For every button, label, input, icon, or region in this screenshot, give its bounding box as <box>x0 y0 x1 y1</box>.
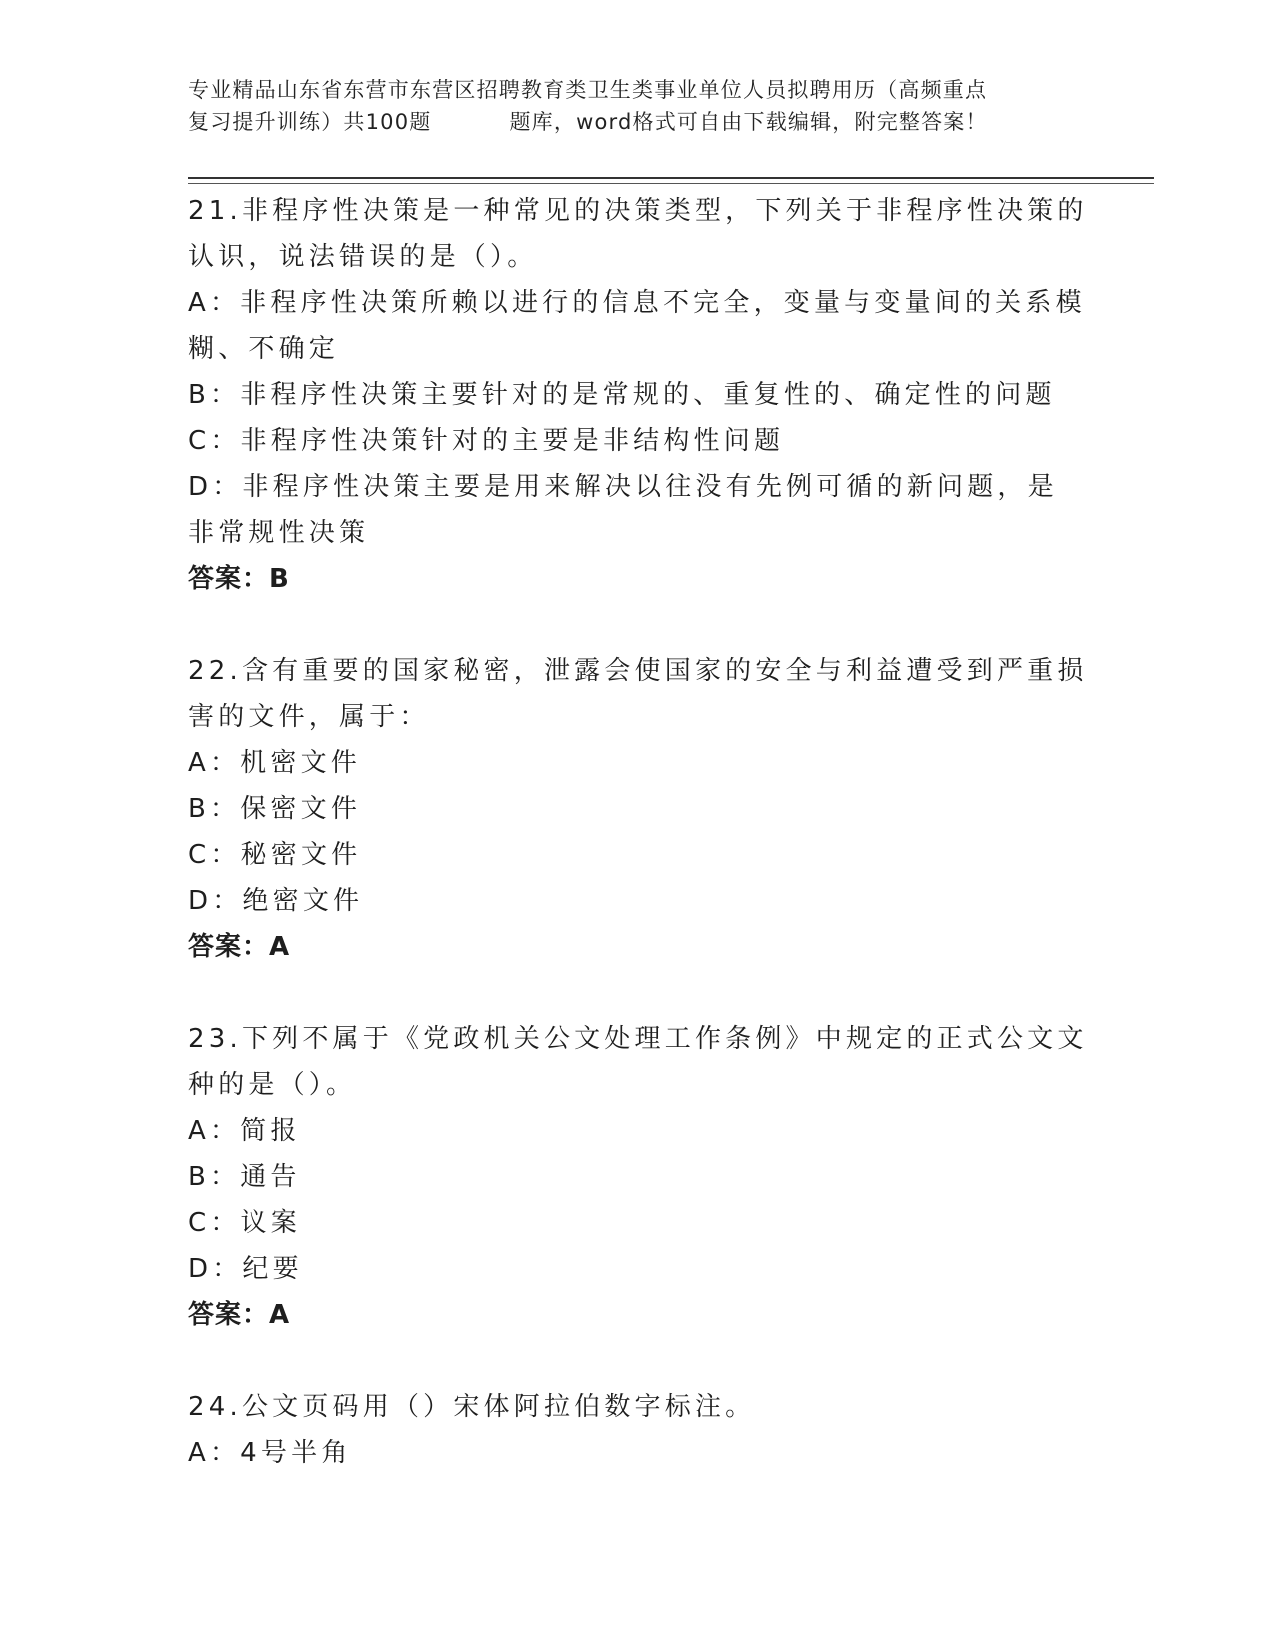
option-c: C：非程序性决策针对的主要是非结构性问题 <box>188 426 785 456</box>
answer-label: 答案：A <box>188 932 291 962</box>
answer-label: 答案：B <box>188 564 290 594</box>
question-21 <box>188 188 1088 602</box>
header-divider-thick <box>188 177 1154 179</box>
option-d: D：纪要 <box>188 1254 303 1284</box>
option-c: C：议案 <box>188 1208 301 1238</box>
option-a: A：机密文件 <box>188 748 361 778</box>
option-c: C：秘密文件 <box>188 840 362 870</box>
header-title-line-2 <box>188 106 1088 138</box>
question-text: 23.下列不属于《党政机关公文处理工作条例》中规定的正式公文文种的是（）。 <box>188 1024 1088 1100</box>
header-divider-thin <box>188 183 1154 184</box>
answer-label: 答案：A <box>188 1300 291 1330</box>
question-text: 21.非程序性决策是一种常见的决策类型，下列关于非程序性决策的认识，说法错误的是（）。 <box>188 196 1088 272</box>
question-22 <box>188 648 1088 970</box>
question-24 <box>188 1384 1088 1476</box>
question-text: 24.公文页码用（）宋体阿拉伯数字标注。 <box>188 1392 756 1422</box>
question-23 <box>188 1016 1088 1338</box>
option-a: A：简报 <box>188 1116 301 1146</box>
option-b: B：非程序性决策主要针对的是常规的、重复性的、确定性的问题 <box>188 380 1056 410</box>
option-b: B：通告 <box>188 1162 301 1192</box>
header-title-line-2b: 题库，word格式可自由下载编辑，附完整答案！ <box>509 110 988 134</box>
header-title-line-1: 专业精品山东省东营市东营区招聘教育类卫生类事业单位人员拟聘用历（高频重点 <box>188 78 988 102</box>
option-d: D：非程序性决策主要是用来解决以往没有先例可循的新问题，是非常规性决策 <box>188 472 1058 548</box>
option-a: A：4号半角 <box>188 1438 352 1468</box>
page-header <box>188 74 1088 138</box>
header-title-line-2a: 复习提升训练）共100题 <box>188 110 432 134</box>
option-d: D：绝密文件 <box>188 886 364 916</box>
option-a: A：非程序性决策所赖以进行的信息不完全，变量与变量间的关系模糊、不确定 <box>188 288 1086 364</box>
question-list <box>188 188 1088 1476</box>
option-b: B：保密文件 <box>188 794 362 824</box>
question-text: 22.含有重要的国家秘密，泄露会使国家的安全与利益遭受到严重损害的文件，属于： <box>188 656 1088 732</box>
